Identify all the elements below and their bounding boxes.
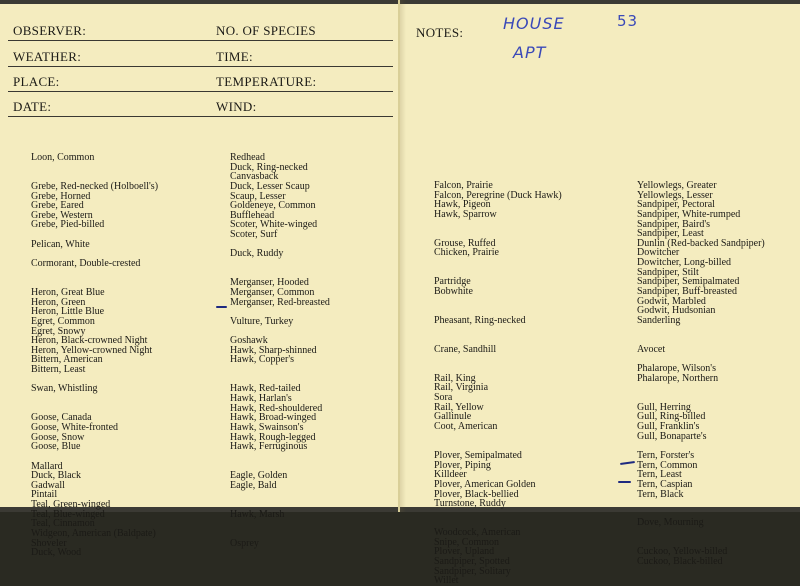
species-entry: Grebe, Western bbox=[31, 209, 93, 221]
species-entry: Hawk, Rough-legged bbox=[230, 431, 316, 443]
observer-label: OBSERVER: bbox=[13, 23, 87, 38]
species-entry: Hawk, Pigeon bbox=[434, 199, 491, 211]
species-entry: Phalarope, Northern bbox=[637, 372, 719, 384]
species-entry: Bittern, Least bbox=[31, 364, 86, 376]
spacer bbox=[434, 509, 562, 519]
species-entry: Gallinule bbox=[434, 411, 472, 423]
species-entry: Coot, American bbox=[434, 421, 498, 433]
species-entry: Hawk, Sharp-shinned bbox=[230, 344, 317, 356]
spacer bbox=[230, 519, 330, 529]
species-entry: Goose, Snow bbox=[31, 431, 85, 443]
species-entry: Willet bbox=[434, 575, 459, 586]
spacer bbox=[230, 365, 330, 375]
species-entry: Merganser, Hooded bbox=[230, 277, 309, 289]
species-entry: Bittern, American bbox=[31, 354, 103, 366]
species-entry: Heron, Little Blue bbox=[31, 306, 105, 318]
species-entry: Merganser, Common bbox=[230, 286, 315, 298]
species-entry: Dowitcher bbox=[637, 247, 680, 259]
species-entry: Sandpiper, Semipalmated bbox=[637, 276, 740, 288]
species-entry: Shoveler bbox=[31, 537, 67, 549]
species-entry: Merganser, Red-breasted bbox=[230, 296, 330, 308]
species-entry: Sandpiper, Stilt bbox=[637, 266, 699, 278]
species-entry: Killdeer bbox=[434, 469, 467, 481]
species-entry: Snipe, Common bbox=[434, 536, 500, 548]
time-label: TIME: bbox=[216, 49, 253, 64]
species-entry: Egret, Common bbox=[31, 315, 95, 327]
species-entry: Sandpiper, Baird's bbox=[637, 218, 711, 230]
weather-label: WEATHER: bbox=[13, 49, 82, 64]
weather-rule bbox=[8, 66, 393, 67]
species-entry: Heron, Yellow-crowned Night bbox=[31, 344, 153, 356]
species-entry: Scoter, Surf bbox=[230, 229, 278, 241]
species-entry: Goldeneye, Common bbox=[230, 200, 316, 212]
species-entry: Goose, White-fronted bbox=[31, 421, 119, 433]
species-entry: Hawk, Red-tailed bbox=[230, 383, 301, 395]
species-entry: Gull, Ring-billed bbox=[637, 411, 706, 423]
place-label: PLACE: bbox=[13, 74, 60, 89]
spacer bbox=[637, 499, 765, 509]
spacer bbox=[434, 326, 562, 336]
species-entry: Bufflehead bbox=[230, 209, 275, 221]
species-entry: Duck, Ruddy bbox=[230, 248, 284, 260]
species-entry: Gadwall bbox=[31, 479, 65, 491]
species-entry: Plover, Upland bbox=[434, 546, 495, 558]
notes-label: NOTES: bbox=[416, 25, 464, 40]
species-entry: Teal, Green-winged bbox=[31, 499, 111, 511]
species-entry: Vulture, Turkey bbox=[230, 315, 294, 327]
species-entry: Hawk, Ferruginous bbox=[230, 441, 308, 453]
spacer bbox=[230, 490, 330, 500]
species-entry: Goose, Blue bbox=[31, 441, 81, 453]
species-entry: Sora bbox=[434, 392, 453, 404]
species-entry: Hawk, Harlan's bbox=[230, 393, 292, 405]
species-entry: Hawk, Marsh bbox=[230, 508, 285, 520]
spacer bbox=[31, 269, 158, 279]
species-entry: Eagle, Golden bbox=[230, 470, 288, 482]
species-entry: Sandpiper, Pectoral bbox=[637, 199, 715, 211]
species-entry: Bobwhite bbox=[434, 286, 473, 298]
species-entry: Yellowlegs, Greater bbox=[637, 180, 717, 191]
species-entry: Mallard bbox=[31, 460, 63, 472]
species-entry: Scoter, White-winged bbox=[230, 219, 318, 231]
spacer bbox=[31, 394, 158, 404]
species-entry: Teal, Cinnamon bbox=[31, 518, 95, 530]
species-entry: Godwit, Marbled bbox=[637, 295, 706, 307]
spacer bbox=[434, 258, 562, 268]
species-entry: Gull, Herring bbox=[637, 401, 691, 413]
species-entry: Grebe, Horned bbox=[31, 190, 91, 202]
check-mark-dove bbox=[620, 461, 635, 465]
species-entry: Heron, Green bbox=[31, 296, 86, 308]
check-mark-cuckoo bbox=[618, 481, 631, 483]
species-entry: Avocet bbox=[637, 343, 666, 355]
species-entry: Sanderling bbox=[637, 314, 681, 326]
species-entry: Sandpiper, White-rumped bbox=[637, 208, 741, 220]
species-entry: Widgeon, American (Baldpate) bbox=[31, 527, 156, 539]
species-entry: Heron, Great Blue bbox=[31, 286, 105, 298]
species-entry: Falcon, Peregrine (Duck Hawk) bbox=[434, 189, 562, 201]
species-entry: Partridge bbox=[434, 276, 471, 288]
species-entry: Sandpiper, Solitary bbox=[434, 565, 511, 577]
spacer bbox=[31, 163, 158, 173]
species-entry: Heron, Black-crowned Night bbox=[31, 335, 148, 347]
observer-rule bbox=[8, 40, 393, 41]
species-entry: Grebe, Eared bbox=[31, 200, 84, 212]
species-entry: Falcon, Prairie bbox=[434, 180, 493, 191]
species-entry: Chicken, Prairie bbox=[434, 247, 499, 259]
species-entry: Duck, Wood bbox=[31, 547, 82, 559]
species-entry: Crane, Sandhill bbox=[434, 343, 497, 355]
species-entry: Hawk, Swainson's bbox=[230, 421, 304, 433]
species-entry: Tern, Least bbox=[637, 469, 682, 481]
species-entry: Plover, American Golden bbox=[434, 478, 536, 490]
species-column-2 bbox=[230, 153, 330, 548]
species-entry: Osprey bbox=[230, 537, 259, 549]
spacer bbox=[434, 220, 562, 230]
spacer bbox=[434, 355, 562, 365]
species-entry: Pintail bbox=[31, 489, 58, 501]
species-entry: Duck, Black bbox=[31, 470, 81, 482]
species-entry: Dunlin (Red-backed Sandpiper) bbox=[637, 237, 765, 249]
species-entry: Pelican, White bbox=[31, 238, 90, 250]
species-entry: Sandpiper, Least bbox=[637, 228, 704, 240]
temperature-label: TEMPERATURE: bbox=[216, 74, 317, 89]
species-entry: Rail, King bbox=[434, 372, 476, 384]
species-entry: Grebe, Red-necked (Holboell's) bbox=[31, 180, 159, 192]
spacer bbox=[434, 432, 562, 442]
species-entry: Grebe, Pied-billed bbox=[31, 219, 105, 231]
spacer bbox=[230, 452, 330, 462]
species-column-1 bbox=[31, 153, 158, 558]
species-column-4 bbox=[637, 181, 765, 567]
species-entry: Plover, Black-bellied bbox=[434, 488, 519, 500]
species-entry: Tern, Common bbox=[637, 459, 698, 471]
check-mark-vulture bbox=[216, 306, 227, 308]
species-entry: Gull, Bonaparte's bbox=[637, 430, 707, 442]
handwritten-notes-line2: APT bbox=[513, 43, 547, 62]
species-entry: Canvasback bbox=[230, 171, 279, 183]
species-entry: Woodcock, American bbox=[434, 527, 521, 539]
species-entry: Dove, Mourning bbox=[637, 517, 704, 529]
species-entry: Hawk, Copper's bbox=[230, 354, 295, 366]
species-entry: Loon, Common bbox=[31, 152, 95, 163]
species-entry: Teal, Blue-winged bbox=[31, 508, 105, 520]
species-entry: Duck, Lesser Scaup bbox=[230, 180, 310, 192]
species-entry: Tern, Black bbox=[637, 488, 684, 500]
species-entry: Dowitcher, Long-billed bbox=[637, 257, 732, 269]
species-entry: Yellowlegs, Lesser bbox=[637, 189, 713, 201]
species-entry: Phalarope, Wilson's bbox=[637, 363, 716, 375]
place-rule bbox=[8, 91, 393, 92]
spacer bbox=[434, 297, 562, 307]
species-entry: Tern, Caspian bbox=[637, 478, 693, 490]
species-entry: Redhead bbox=[230, 152, 265, 163]
species-entry: Cuckoo, Yellow-billed bbox=[637, 546, 728, 558]
species-entry: Pheasant, Ring-necked bbox=[434, 314, 526, 326]
species-count-label: NO. OF SPECIES bbox=[216, 23, 316, 38]
species-entry: Cormorant, Double-crested bbox=[31, 258, 141, 270]
species-entry: Rail, Virginia bbox=[434, 382, 489, 394]
species-entry: Goshawk bbox=[230, 335, 268, 347]
wind-label: WIND: bbox=[216, 99, 257, 114]
species-entry: Plover, Semipalmated bbox=[434, 449, 522, 461]
species-entry: Egret, Snowy bbox=[31, 325, 86, 337]
species-entry: Cuckoo, Black-billed bbox=[637, 555, 723, 567]
spacer bbox=[230, 259, 330, 269]
species-entry: Sandpiper, Buff-breasted bbox=[637, 286, 737, 298]
species-entry: Rail, Yellow bbox=[434, 401, 484, 413]
handwritten-species-count: 53 bbox=[617, 12, 639, 30]
spacer bbox=[637, 326, 765, 336]
species-entry: Godwit, Hudsonian bbox=[637, 305, 716, 317]
center-fold-shadow bbox=[400, 0, 406, 512]
species-entry: Goose, Canada bbox=[31, 412, 92, 424]
species-entry: Gull, Franklin's bbox=[637, 421, 700, 433]
species-entry: Scaup, Lesser bbox=[230, 190, 286, 202]
species-entry: Duck, Ring-necked bbox=[230, 161, 308, 173]
species-entry: Plover, Piping bbox=[434, 459, 491, 471]
handwritten-notes-line1: HOUSE bbox=[503, 14, 565, 33]
species-entry: Turnstone, Ruddy bbox=[434, 498, 506, 510]
species-entry: Hawk, Red-shouldered bbox=[230, 402, 323, 414]
species-entry: Sandpiper, Spotted bbox=[434, 555, 510, 567]
species-entry: Hawk, Broad-winged bbox=[230, 412, 317, 424]
spacer bbox=[637, 383, 765, 393]
species-entry: Eagle, Bald bbox=[230, 479, 277, 491]
date-rule bbox=[8, 116, 393, 117]
species-entry: Grouse, Ruffed bbox=[434, 237, 496, 249]
date-label: DATE: bbox=[13, 99, 52, 114]
species-entry: Tern, Forster's bbox=[637, 449, 695, 461]
species-entry: Swan, Whistling bbox=[31, 383, 98, 395]
spacer bbox=[637, 528, 765, 538]
species-entry: Hawk, Sparrow bbox=[434, 208, 497, 220]
species-column-3 bbox=[434, 181, 562, 586]
